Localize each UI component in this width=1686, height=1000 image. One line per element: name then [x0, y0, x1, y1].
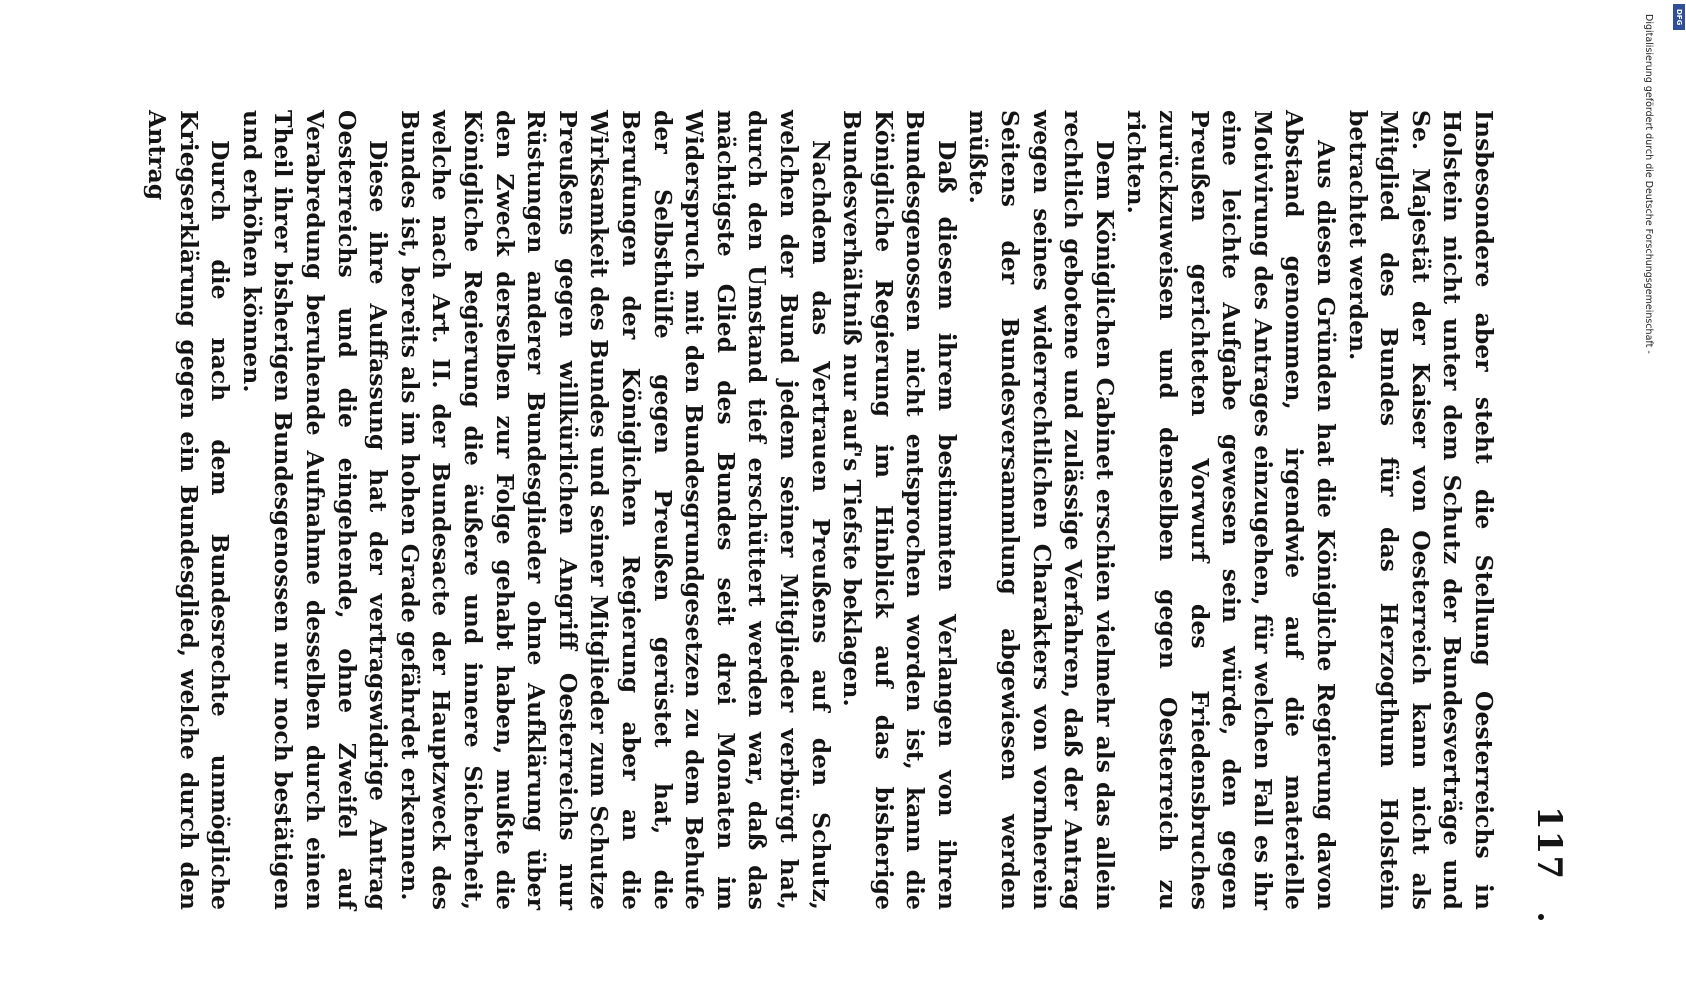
document-page	[143, 80, 1569, 920]
digitization-credit: Digitalisierung gefördert durch die Deutsche Forschungsgemeinschaft -	[1643, 14, 1654, 354]
paragraph-2: Aus diesen Gründen hat die Königliche Regierung davon Abstand genommen, irgendwie auf die materielle Motivirung des Antrages einzugehen, für welchen Fall es ihr eine leichte Aufgabe gewesen sein würde, den gegen Preußen gerichteten Vorwurf des Friedensbruches zurückzuweisen und denselben gegen Oesterreich zu richten.	[1122, 110, 1341, 910]
paragraph-1: Insbesondere aber steht die Stellung Oesterreichs in Holstein nicht unter dem Schutz der Bundesverträge und Se. Majestät der Kaiser von Oesterreich kann nicht als Mitglied des Bundes für das Herzogthum Holstein betrachtet werden.	[1343, 110, 1498, 910]
ink-dot	[1538, 914, 1544, 920]
paragraph-4: Daß diesem ihrem bestimmten Verlangen von ihren Bundesgenossen nicht entsprochen worden ist, kann die Königliche Regierung im Hinblick auf das bisherige Bundesverhältniß nur auf's Tiefste beklagen.	[838, 110, 961, 910]
paragraph-6: Diese ihre Auffassung hat der vertragswidrige Antrag Oesterreichs und die eingehende, ohne Zweifel auf Verabredung beruhende Aufnahme desselben durch einen Theil ihrer bisherigen Bundesgenossen nur noch bestätigen und erhöhen können.	[237, 110, 393, 910]
paragraph-3: Dem Königlichen Cabinet erschien vielmehr als das allein rechtlich gebotene und zulässige Verfahren, daß der Antrag wegen seines widerrechtlichen Charakters von vornherein Seitens der Bundesversammlung abgewiesen werden müßte.	[964, 110, 1119, 910]
body-text	[140, 110, 1499, 910]
paragraph-7: Durch die nach dem Bundesrechte unmögliche Kriegserklärung gegen ein Bundesglied, welche durch den Antrag	[143, 110, 235, 910]
dfg-logo-icon: DFG	[1673, 4, 1685, 30]
page-number: 117	[1529, 806, 1569, 880]
paragraph-5: Nachdem das Vertrauen Preußens auf den Schutz, welchen der Bund jedem seiner Mitglieder verbürgt hat, durch den Umstand tief erschüttert werden war, daß das mächtigste Glied des Bundes seit drei Monaten im Widerspruch mit den Bundesgrundgesetzen zu dem Behufe der Selbsthülfe gegen Preußen gerüstet hat, die Berufungen der Königlichen Regierung aber an die Wirksamkeit des Bundes und seiner Mitglieder zum Schutze Preußens gegen willkürlichen Angriff Oesterreichs nur Rüstungen anderer Bundesglieder ohne Aufklärung über den Zweck derselben zur Folge gehabt haben, mußte die Königliche Regierung die äußere und innere Sicherheit, welche nach Art. II. der Bundesacte der Hauptzweck des Bundes ist, bereits als im hohen Grade gefährdet erkennen.	[395, 110, 835, 910]
